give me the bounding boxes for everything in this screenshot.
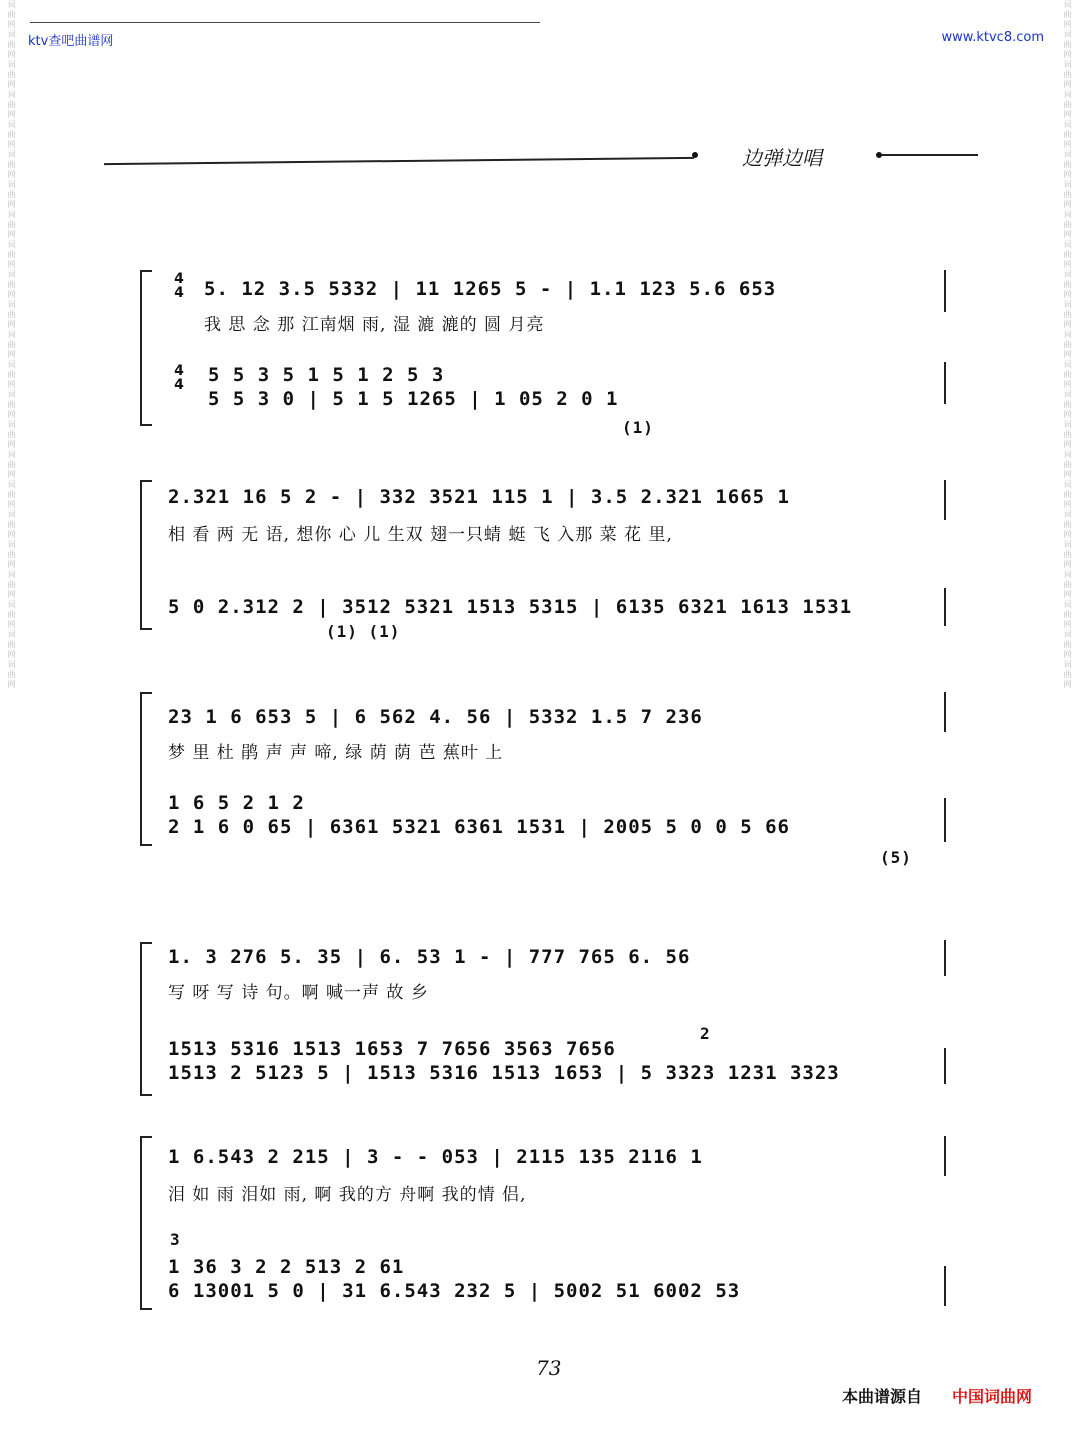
accompaniment-lower: 1513 2 5123 5 | 1513 5316 1513 1653 | 5 3323 1231 3323: [168, 1062, 840, 1084]
melody-line: 5. 12 3.5 5332 | 11 1265 5 - | 1.1 123 5.6 653: [204, 278, 777, 300]
time-signature: 4 4: [174, 271, 184, 301]
lyrics-line: 写 呀 写 诗 句。啊 喊一声 故 乡: [168, 983, 429, 1003]
system-bracket: [140, 480, 152, 630]
top-rule: [30, 22, 540, 23]
barline: [944, 1266, 946, 1306]
system-bracket: [140, 1136, 152, 1310]
accompaniment-lower: 5 5 3 0 | 5 1 5 1265 | 1 05 2 0 1: [208, 388, 619, 410]
barline: [944, 480, 946, 520]
header-rule-left: [104, 157, 694, 165]
lyrics-line: 我 思 念 那 江南烟 雨, 湿 漉 漉的 圆 月亮: [204, 315, 545, 335]
page-number: 73: [536, 1356, 562, 1380]
score-system-2: [140, 476, 946, 646]
accompaniment-annotation: 3: [170, 1230, 181, 1249]
system-bracket: [140, 270, 152, 426]
accompaniment-annotation: (1) (1): [326, 622, 401, 641]
accompaniment-lower: 5 0 2.312 2 | 3512 5321 1513 5315 | 6135 6321 1613 1531: [168, 596, 853, 618]
barline: [944, 692, 946, 732]
score-system-4: [140, 928, 946, 1098]
watermark-left[interactable]: ktv查吧曲谱网: [28, 34, 114, 49]
footer-site-link[interactable]: 中国词曲网: [952, 1387, 1033, 1406]
accompaniment-lower: 6 13001 5 0 | 31 6.543 232 5 | 5002 51 6002 53: [168, 1280, 741, 1302]
lyrics-line: 相 看 两 无 语, 想你 心 儿 生双 翅一只蜻 蜓 飞 入那 菜 花 里,: [168, 525, 673, 545]
barline: [944, 1136, 946, 1176]
score-system-5: [140, 1130, 946, 1310]
barline: [944, 270, 946, 312]
barline: [944, 588, 946, 626]
system-bracket: [140, 942, 152, 1096]
barline: [944, 1048, 946, 1084]
accompaniment-lower: 2 1 6 0 65 | 6361 5321 6361 1531 | 2005 5 0 0 5 66: [168, 816, 790, 838]
lyrics-line: 梦 里 杜 鹃 声 声 啼, 绿 荫 荫 芭 蕉叶 上: [168, 743, 504, 763]
melody-line: 23 1 6 653 5 | 6 562 4. 56 | 5332 1.5 7 236: [168, 706, 703, 728]
score-system-3: [140, 690, 946, 880]
time-signature-accompaniment: 4 4: [174, 363, 184, 393]
score-system-1: [140, 262, 946, 437]
watermark-right[interactable]: www.ktvc8.com: [941, 30, 1044, 45]
system-bracket: [140, 692, 152, 846]
barline: [944, 940, 946, 976]
header-dot-left: [692, 152, 698, 158]
melody-line: 1. 3 276 5. 35 | 6. 53 1 - | 777 765 6. 56: [168, 946, 691, 968]
melody-line: 2.321 16 5 2 - | 332 3521 115 1 | 3.5 2.321 1665 1: [168, 486, 790, 508]
accompaniment-annotation: (1): [622, 418, 654, 437]
section-title: 边弹边唱: [742, 146, 822, 170]
accompaniment-upper: 1513 5316 1513 1653 7 7656 3563 7656: [168, 1038, 616, 1060]
side-watermark-left: 词曲网词曲网词曲网词曲网词曲网词曲网词曲网词曲网词曲网词曲网词曲网词曲网词曲网词曲网词曲网词曲网词曲网词曲网词曲网词曲网词曲网词曲网词曲网: [7, 0, 16, 690]
barline: [944, 362, 946, 404]
accompaniment-upper: 5 5 3 5 1 5 1 2 5 3: [208, 364, 445, 386]
footer-source-label: 本曲谱源自: [842, 1387, 923, 1406]
barline: [944, 798, 946, 842]
accompaniment-annotation: (5): [880, 848, 912, 867]
accompaniment-upper: 1 6 5 2 1 2: [168, 792, 305, 814]
lyrics-line: 泪 如 雨 泪如 雨, 啊 我的方 舟啊 我的情 侣,: [168, 1185, 527, 1205]
accompaniment-upper: 1 36 3 2 2 513 2 61: [168, 1256, 405, 1278]
melody-line: 1 6.543 2 215 | 3 - - 053 | 2115 135 2116 1: [168, 1146, 703, 1168]
accompaniment-annotation: 2: [700, 1024, 711, 1043]
side-watermark-right: 词曲网词曲网词曲网词曲网词曲网词曲网词曲网词曲网词曲网词曲网词曲网词曲网词曲网词曲网词曲网词曲网词曲网词曲网词曲网词曲网词曲网词曲网词曲网: [1063, 0, 1072, 690]
header-rule-right: [882, 154, 978, 156]
